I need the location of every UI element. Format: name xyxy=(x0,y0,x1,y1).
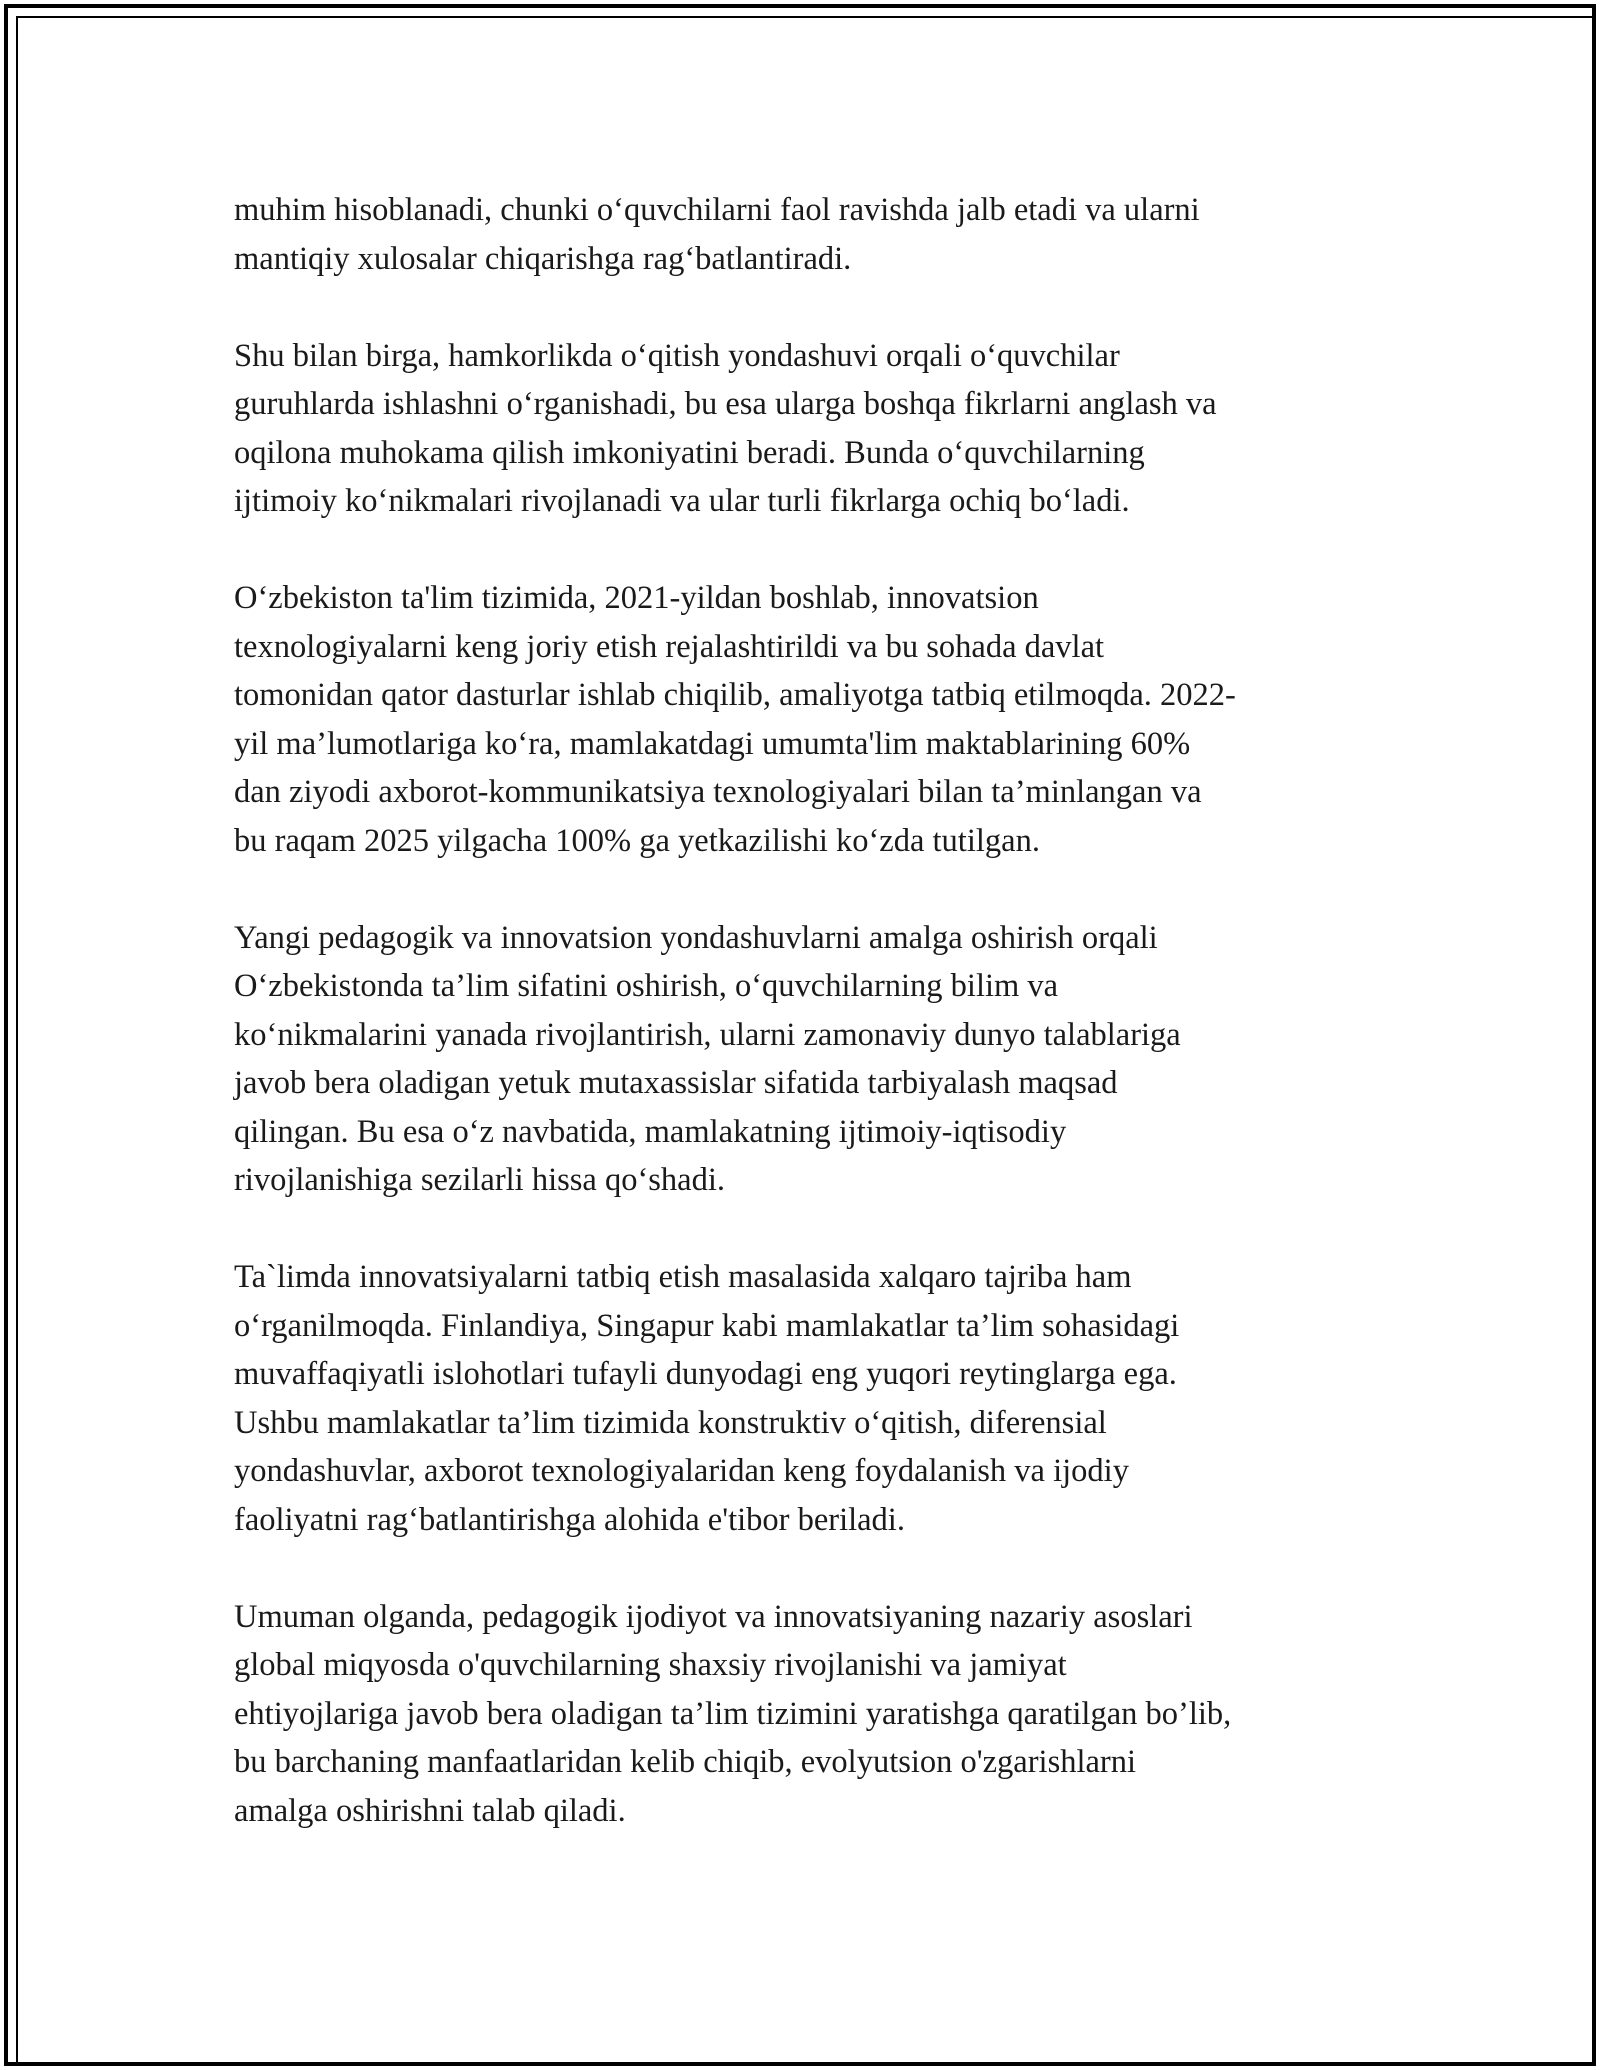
text-line: ijtimoiy ko‘nikmalari rivojlanadi va ular turli fikrlarga ochiq bo‘ladi. xyxy=(234,483,1130,519)
text-line: Yangi pedagogik va innovatsion yondashuvlarni amalga oshirish orqali xyxy=(234,919,1158,956)
paragraph-6 xyxy=(234,1593,1380,1836)
text-line: muvaffaqiyatli islohotlari tufayli dunyodagi eng yuqori reytinglarga ega. xyxy=(234,1356,1177,1392)
text-line: Umuman olganda, pedagogik ijodiyot va innovatsiyaning nazariy asoslari xyxy=(234,1598,1193,1635)
text-line: bu barchaning manfaatlaridan kelib chiqib, evolyutsion o'zgarishlarni xyxy=(234,1744,1137,1780)
text-line: ehtiyojlariga javob bera oladigan ta’lim tizimini yaratishga qaratilgan bo’lib, xyxy=(234,1695,1232,1732)
text-line: ko‘nikmalarini yanada rivojlantirish, ularni zamonaviy dunyo talablariga xyxy=(234,1016,1181,1053)
text-line: tomonidan qator dasturlar ishlab chiqilib, amaliyotga tatbiq etilmoqda. 2022- xyxy=(234,677,1236,713)
text-line: yil ma’lumotlariga ko‘ra, mamlakatdagi umumta'lim maktablarining 60% xyxy=(234,725,1191,762)
paragraph-3 xyxy=(234,574,1380,865)
text-line: Ushbu mamlakatlar ta’lim tizimida konstruktiv o‘qitish, diferensial xyxy=(234,1404,1107,1441)
text-line: global miqyosda o'quvchilarning shaxsiy rivojlanishi va jamiyat xyxy=(234,1647,1067,1683)
text-line: Ta`limda innovatsiyalarni tatbiq etish masalasida xalqaro tajriba ham xyxy=(234,1259,1132,1295)
text-line: yondashuvlar, axborot texnologiyalaridan keng foydalanish va ijodiy xyxy=(234,1453,1129,1489)
text-line: O‘zbekiston ta'lim tizimida, 2021-yildan boshlab, innovatsion xyxy=(234,580,1039,616)
text-line: javob bera oladigan yetuk mutaxassislar sifatida tarbiyalash maqsad xyxy=(234,1065,1118,1101)
text-line: dan ziyodi axborot-kommunikatsiya texnologiyalari bilan ta’minlangan va xyxy=(234,774,1202,810)
text-line: bu raqam 2025 yilgacha 100% ga yetkazilishi ko‘zda tutilgan. xyxy=(234,822,1040,859)
text-line: qilingan. Bu esa o‘z navbatida, mamlakatning ijtimoiy-iqtisodiy xyxy=(234,1113,1067,1150)
paragraph-2 xyxy=(234,332,1380,526)
text-line: O‘zbekistonda ta’lim sifatini oshirish, o‘quvchilarning bilim va xyxy=(234,968,1059,1004)
text-line: guruhlarda ishlashni o‘rganishadi, bu esa ularga boshqa fikrlarni anglash va xyxy=(234,386,1217,422)
text-line: amalga oshirishni talab qiladi. xyxy=(234,1792,626,1829)
text-line: faoliyatni rag‘batlantirishga alohida e'tibor beriladi. xyxy=(234,1501,905,1538)
paragraph-1 xyxy=(234,186,1380,283)
paragraph-4 xyxy=(234,914,1380,1205)
text-line: muhim hisoblanadi, chunki o‘quvchilarni faol ravishda jalb etadi va ularni xyxy=(234,192,1200,228)
paragraph-5 xyxy=(234,1253,1380,1544)
text-line: mantiqiy xulosalar chiqarishga rag‘batlantiradi. xyxy=(234,240,852,277)
text-line: o‘rganilmoqda. Finlandiya, Singapur kabi mamlakatlar ta’lim sohasidagi xyxy=(234,1307,1180,1344)
text-line: Shu bilan birga, hamkorlikda o‘qitish yondashuvi orqali o‘quvchilar xyxy=(234,337,1120,374)
text-line: oqilona muhokama qilish imkoniyatini beradi. Bunda o‘quvchilarning xyxy=(234,434,1145,471)
document-body xyxy=(234,186,1380,1884)
text-line: rivojlanishiga sezilarli hissa qo‘shadi. xyxy=(234,1162,726,1198)
text-line: texnologiyalarni keng joriy etish rejalashtirildi va bu sohada davlat xyxy=(234,628,1105,665)
